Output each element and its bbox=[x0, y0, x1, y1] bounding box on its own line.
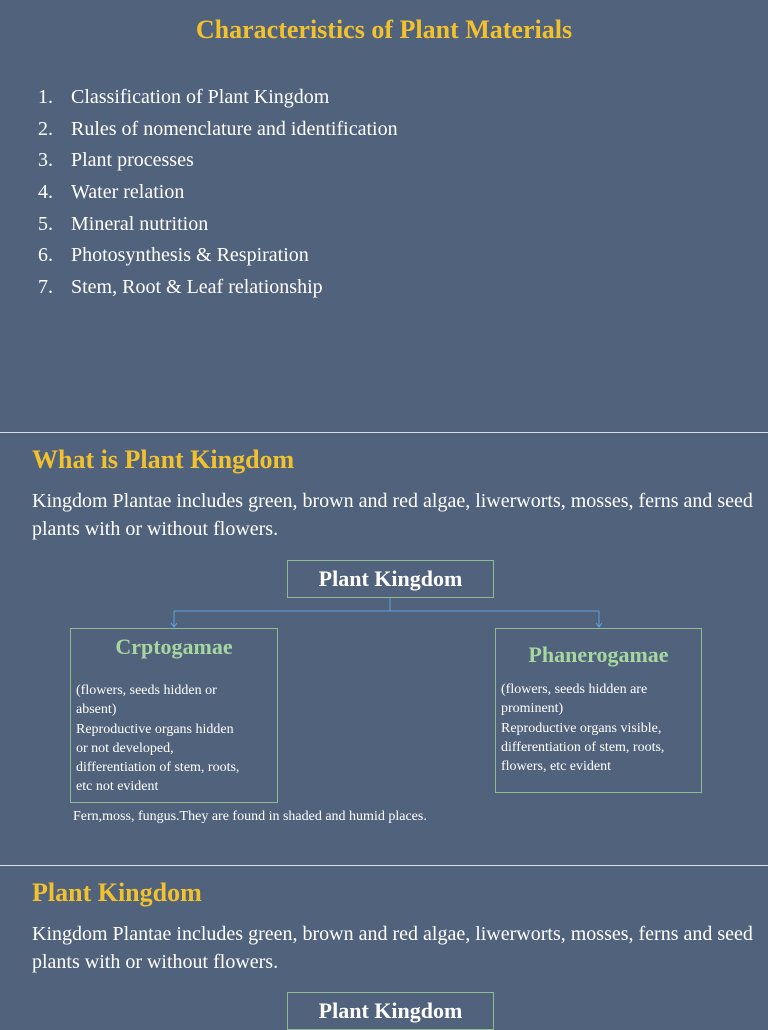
phanerogamae-box bbox=[495, 628, 702, 793]
phanerogamae-description: (flowers, seeds hidden are prominent) Reproductive organs visible, differentiation of stem, roots, flowers, etc evident bbox=[501, 682, 665, 775]
slide-characteristics bbox=[0, 0, 768, 432]
slide-heading: What is Plant Kingdom bbox=[32, 445, 295, 474]
slide-what-is-plant-kingdom bbox=[0, 433, 768, 865]
cryptogamae-description: (flowers, seeds hidden or absent) Reproductive organs hidden or not developed, differentiation of stem, roots, etc not evident bbox=[76, 683, 240, 795]
cryptogamae-note: Fern,moss, fungus.They are found in shaded and humid places. bbox=[73, 809, 427, 824]
list-item: 2. Rules of nomenclature and identification bbox=[38, 117, 398, 140]
slide-paragraph: Kingdom Plantae includes green, brown and red algae, liwerworts, mosses, ferns and seed plants with or without flowers. bbox=[32, 490, 753, 540]
slide-title: Characteristics of Plant Materials bbox=[195, 15, 573, 44]
list-item: 6. Photosynthesis & Respiration bbox=[38, 244, 309, 267]
slide-plant-kingdom bbox=[0, 866, 768, 1024]
list-item: 7. Stem, Root & Leaf relationship bbox=[38, 276, 323, 299]
list-item: 4. Water relation bbox=[38, 181, 185, 204]
cryptogamae-title: Crptogamae bbox=[115, 634, 233, 659]
slide-heading: Plant Kingdom bbox=[32, 878, 202, 907]
list-item: 3. Plant processes bbox=[38, 149, 194, 172]
cryptogamae-box bbox=[70, 628, 278, 803]
list-item: 1. Classification of Plant Kingdom bbox=[38, 86, 330, 108]
phanerogamae-title: Phanerogamae bbox=[528, 642, 669, 667]
plant-kingdom-box: Plant Kingdom bbox=[287, 560, 494, 598]
list-item: 5. Mineral nutrition bbox=[38, 212, 209, 235]
slide-paragraph: Kingdom Plantae includes green, brown and red algae, liwerworts, mosses, ferns and seed plants with or without flowers. bbox=[32, 923, 753, 973]
topic-list bbox=[38, 84, 398, 306]
plant-kingdom-box: Plant Kingdom bbox=[287, 992, 494, 1030]
